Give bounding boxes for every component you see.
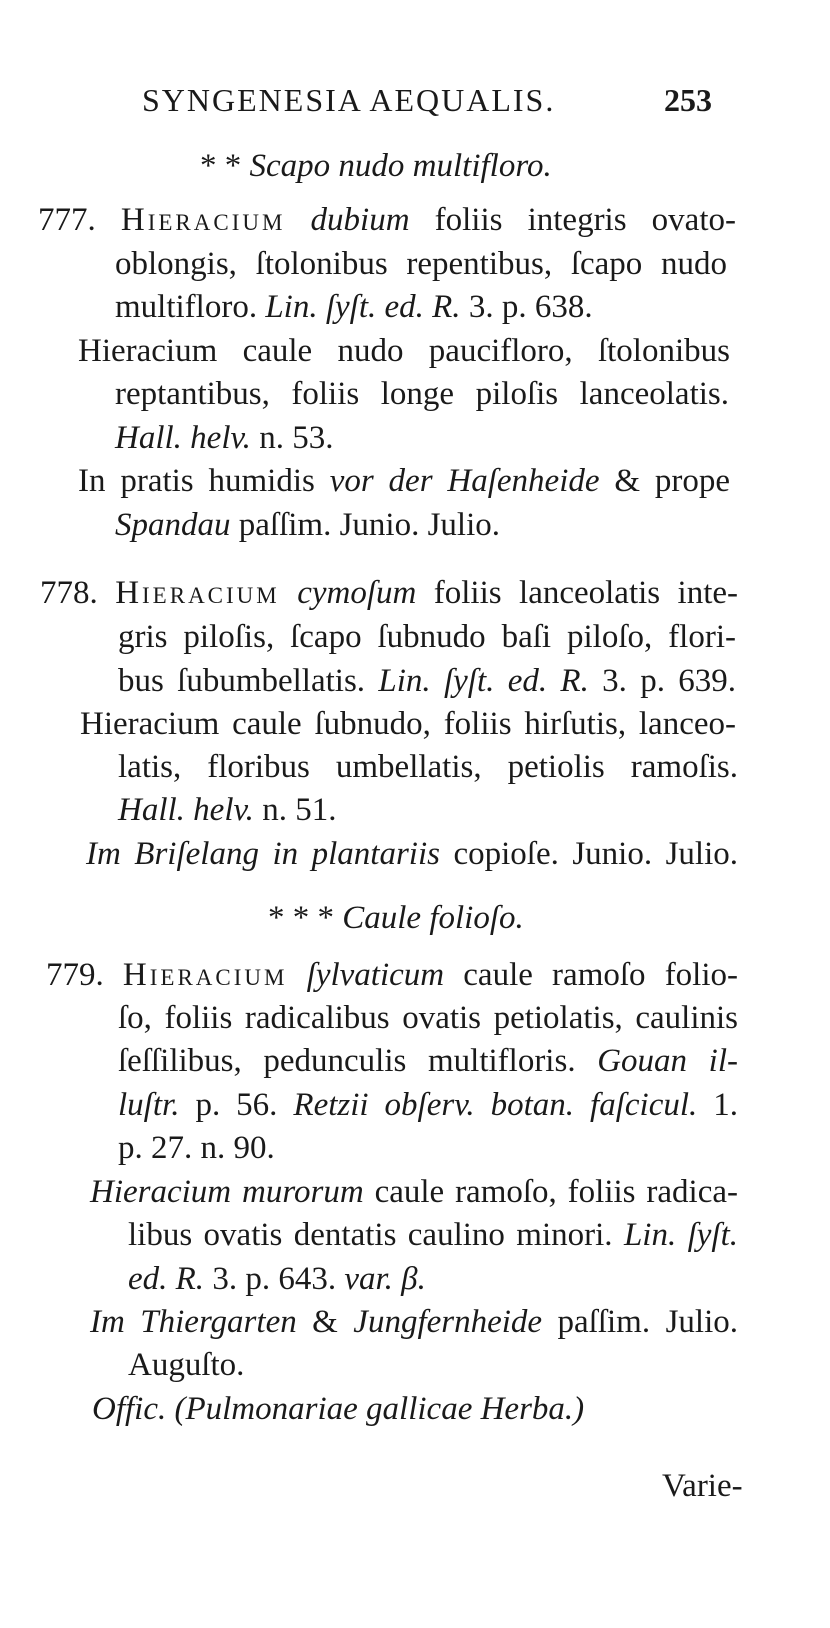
reference: Gouan il-: [597, 1043, 738, 1079]
entry-777-synonym-line-3: Hall. helv. n. 53.: [115, 420, 334, 456]
entry-778-habitat-line-1: Im Briſelang in plantariis copioſe. Junio. Julio.: [86, 836, 739, 872]
genus-name: Hieracium: [120, 202, 286, 238]
reference: Lin. ſyſt. ed. R.: [265, 289, 461, 325]
locality: Im Briſelang in plantariis: [86, 836, 440, 872]
officinal-label: Offic.: [92, 1391, 167, 1427]
page-number: 253: [664, 82, 712, 118]
entry-777-synonym-line-2: reptantibus, foliis longe piloſis lanceolatis.: [115, 376, 729, 412]
synonym-name: Hieracium murorum: [90, 1174, 364, 1210]
reference: Retzii obſerv. botan. faſcicul.: [293, 1087, 698, 1123]
entry-779-officinal-line: [92, 1389, 584, 1429]
entry-779-line-1: 779. Hieracium ſylvaticum caule ramoſo folio-: [46, 957, 739, 993]
entry-778-line-3: bus ſubumbellatis. Lin. ſyſt. ed. R. 3. p. 639.: [118, 663, 737, 699]
species-name: dubium: [310, 202, 410, 238]
entry-779-line-3: ſeſſilibus, pedunculis multifloris. Gouan il-: [118, 1043, 738, 1079]
locality: vor der Haſenheide: [329, 463, 600, 499]
reference: Hall. helv.: [118, 792, 254, 828]
entry-779-synonym-line-2: libus ovatis dentatis caulino minori. Lin. ſyſt.: [128, 1217, 738, 1253]
species-name: ſylvaticum: [306, 957, 445, 993]
entry-779-line-4: luſtr. p. 56. Retzii obſerv. botan. faſcicul. 1.: [118, 1087, 738, 1123]
entry-779-line-2: ſo, foliis radicalibus ovatis petiolatis, caulinis: [118, 1000, 738, 1036]
entry-778-synonym-line-2: latis, floribus umbellatis, petiolis ramoſis.: [118, 749, 738, 785]
reference: Lin. ſyſt. ed. R.: [378, 663, 589, 699]
entry-777-synonym-line-1: Hieracium caule nudo paucifloro, ſtolonibus: [78, 333, 730, 369]
entry-777-habitat-line-2: Spandau paſſim. Junio. Julio.: [115, 507, 501, 543]
section-heading: [200, 146, 552, 186]
catchword: Varie-: [662, 1468, 743, 1504]
entry-779-habitat-line-1: Im Thiergarten & Jungfernheide paſſim. Julio.: [90, 1304, 738, 1340]
entry-779-habitat-line-2: Auguſto.: [128, 1347, 245, 1383]
entry-778-line-1: 778. Hieracium cymoſum foliis lanceolatis inte-: [40, 575, 739, 611]
reference: Lin. ſyſt.: [623, 1217, 738, 1253]
genus-name: Hieracium: [115, 575, 280, 611]
section-title: Caule folioſo.: [342, 900, 524, 936]
entry-779-line-5: p. 27. n. 90.: [118, 1130, 275, 1166]
entry-778-synonym-line-1: Hieracium caule ſubnudo, foliis hirſutis, lanceo-: [80, 706, 736, 742]
reference: Hall. helv.: [115, 420, 251, 456]
entry-778-synonym-line-3: Hall. helv. n. 51.: [118, 792, 337, 828]
section-heading: [268, 898, 524, 938]
running-head-title: SYNGENESIA AEQUALIS.: [142, 82, 556, 118]
officinal-name: (Pulmonariae gallicae Herba.): [174, 1391, 585, 1427]
entry-778-line-2: gris piloſis, ſcapo ſubnudo baſi piloſo, flori-: [118, 619, 736, 655]
locality: Jungfernheide: [353, 1304, 543, 1340]
section-title: Scapo nudo multifloro.: [249, 148, 552, 184]
section-marker: * *: [200, 148, 242, 184]
entry-number: 778.: [40, 575, 98, 611]
section-marker: * * *: [268, 900, 334, 936]
entry-number: 779.: [46, 957, 104, 993]
locality: Im Thiergarten: [90, 1304, 297, 1340]
entry-777-line-1: 777. Hieracium dubium foliis integris ovato-: [38, 202, 736, 238]
genus-name: Hieracium: [122, 957, 288, 993]
entry-777-habitat-line-1: In pratis humidis vor der Haſenheide & prope: [78, 463, 731, 499]
species-name: cymoſum: [297, 575, 417, 611]
locality: Spandau: [115, 507, 231, 543]
entry-777-line-2: oblongis, ſtolonibus repentibus, ſcapo nudo: [115, 246, 727, 282]
entry-number: 777.: [38, 202, 96, 238]
entry-779-synonym-line-3: ed. R. 3. p. 643. var. β.: [128, 1261, 426, 1297]
entry-779-synonym-line-1: Hieracium murorum caule ramoſo, foliis radica-: [90, 1174, 739, 1210]
entry-777-line-3: multifloro. Lin. ſyſt. ed. R. 3. p. 638.: [115, 289, 593, 325]
